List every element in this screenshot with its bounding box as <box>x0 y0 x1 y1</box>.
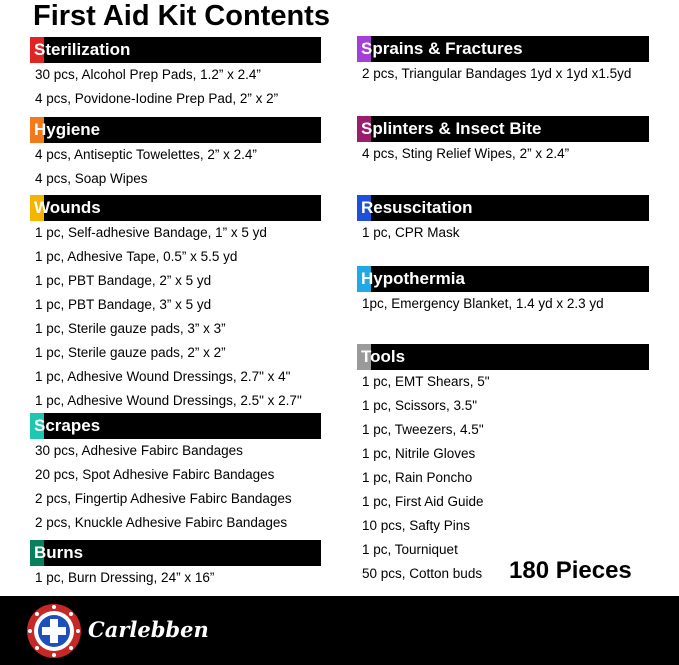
list-item: 50 pcs, Cotton buds <box>362 566 483 581</box>
list-item: 4 pcs, Sting Relief Wipes, 2” x 2.4” <box>362 146 570 161</box>
section-splinters-insect-bite <box>357 116 649 166</box>
section-hygiene <box>30 117 321 191</box>
section-header <box>30 117 321 143</box>
list-item: 4 pcs, Antiseptic Towelettes, 2” x 2.4” <box>35 147 257 162</box>
list-item: 1 pc, Sterile gauze pads, 3” x 3” <box>35 321 226 336</box>
section-header <box>357 195 649 221</box>
section-title: Tools <box>361 347 406 366</box>
list-item: 1 pc, Burn Dressing, 24” x 16” <box>35 570 215 585</box>
list-item: 1 pc, Rain Poncho <box>362 470 473 485</box>
list-item: 2 pcs, Fingertip Adhesive Fabirc Bandages <box>35 491 292 506</box>
item-list <box>30 439 321 535</box>
section-title: Scrapes <box>34 416 101 435</box>
item-list <box>357 142 649 166</box>
item-list <box>357 221 649 245</box>
item-list <box>30 566 321 590</box>
section-title: Wounds <box>34 198 101 217</box>
list-item: 1pc, Emergency Blanket, 1.4 yd x 2.3 yd <box>362 296 604 311</box>
section-wounds <box>30 195 321 413</box>
section-header <box>357 116 649 142</box>
list-item: 4 pcs, Povidone-Iodine Prep Pad, 2” x 2” <box>35 91 279 106</box>
section-scrapes <box>30 413 321 535</box>
list-item: 2 pcs, Knuckle Adhesive Fabirc Bandages <box>35 515 288 530</box>
list-item: 1 pc, PBT Bandage, 2” x 5 yd <box>35 273 212 288</box>
brand-logo-icon <box>26 603 82 659</box>
section-header <box>357 266 649 292</box>
section-burns <box>30 540 321 590</box>
section-title: Resuscitation <box>361 198 473 217</box>
section-header <box>30 37 321 63</box>
section-resuscitation <box>357 195 649 245</box>
section-hypothermia <box>357 266 649 316</box>
section-title: Hypothermia <box>361 269 465 288</box>
section-header <box>30 413 321 439</box>
brand-name: Carlebben <box>88 617 209 642</box>
list-item: 20 pcs, Spot Adhesive Fabirc Bandages <box>35 467 275 482</box>
item-list <box>357 62 649 86</box>
list-item: 1 pc, Self-adhesive Bandage, 1” x 5 yd <box>35 225 267 240</box>
list-item: 1 pc, Tourniquet <box>362 542 458 557</box>
list-item: 1 pc, CPR Mask <box>362 225 460 240</box>
list-item: 1 pc, First Aid Guide <box>362 494 484 509</box>
list-item: 1 pc, PBT Bandage, 3” x 5 yd <box>35 297 212 312</box>
page-title: First Aid Kit Contents <box>33 0 330 32</box>
item-list <box>357 370 649 586</box>
list-item: 1 pc, EMT Shears, 5" <box>362 374 490 389</box>
list-item: 1 pc, Sterile gauze pads, 2” x 2” <box>35 345 226 360</box>
list-item: 1 pc, Adhesive Wound Dressings, 2.7" x 4" <box>35 369 291 384</box>
section-sterilization <box>30 37 321 111</box>
list-item: 30 pcs, Adhesive Fabirc Bandages <box>35 443 243 458</box>
item-list <box>357 292 649 316</box>
section-header <box>357 36 649 62</box>
item-list <box>30 221 321 413</box>
section-sprains-fractures <box>357 36 649 86</box>
list-item: 30 pcs, Alcohol Prep Pads, 1.2” x 2.4” <box>35 67 261 82</box>
section-header <box>357 344 649 370</box>
list-item: 1 pc, Scissors, 3.5" <box>362 398 478 413</box>
section-tools <box>357 344 649 586</box>
section-title: Hygiene <box>34 120 101 139</box>
list-item: 1 pc, Adhesive Wound Dressings, 2.5" x 2.7" <box>35 393 302 408</box>
section-title: Burns <box>34 543 84 562</box>
item-list <box>30 63 321 111</box>
list-item: 4 pcs, Soap Wipes <box>35 171 148 186</box>
item-list <box>30 143 321 191</box>
section-title: Splinters & Insect Bite <box>361 119 542 138</box>
list-item: 10 pcs, Safty Pins <box>362 518 471 533</box>
list-item: 1 pc, Nitrile Gloves <box>362 446 476 461</box>
total-pieces: 180 Pieces <box>509 557 632 584</box>
list-item: 1 pc, Adhesive Tape, 0.5” x 5.5 yd <box>35 249 238 264</box>
section-header <box>30 540 321 566</box>
section-title: Sterilization <box>34 40 131 59</box>
section-header <box>30 195 321 221</box>
list-item: 1 pc, Tweezers, 4.5" <box>362 422 484 437</box>
list-item: 2 pcs, Triangular Bandages 1yd x 1yd x1.5yd <box>362 66 632 81</box>
section-title: Sprains & Fractures <box>361 39 523 58</box>
